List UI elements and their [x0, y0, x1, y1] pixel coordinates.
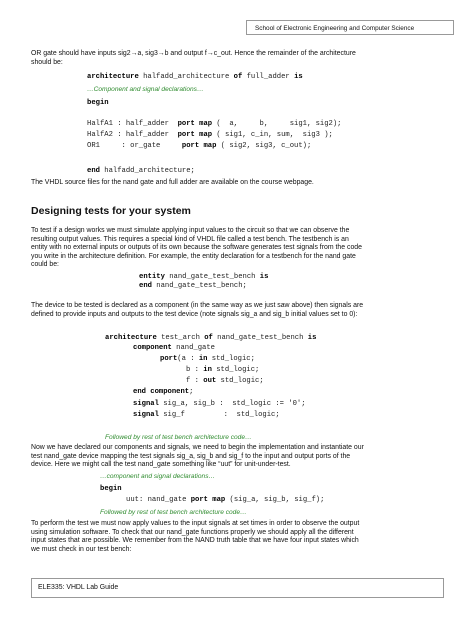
code-test-arch	[105, 334, 316, 343]
code-text: HalfA1 : half_adder	[87, 120, 178, 128]
code-text: b :	[186, 366, 204, 374]
code-end-component	[133, 388, 193, 397]
code-port-f	[186, 377, 264, 386]
paragraph-line: To perform the test we must now apply values to the input signals at set times in order to observe the output	[31, 520, 360, 527]
code-text: HalfA2 : half_adder	[87, 131, 178, 139]
code-text: std_logic;	[211, 366, 260, 374]
code-text: OR1 : or_gate	[87, 142, 182, 150]
keyword: begin	[100, 485, 122, 493]
code-signal-ab	[133, 400, 306, 409]
code-uut	[126, 496, 324, 505]
code-text: nand_gate_test_bench	[212, 334, 308, 342]
keyword: port	[160, 355, 178, 363]
code-text: full_adder	[242, 73, 295, 81]
code-end	[87, 167, 195, 176]
paragraph-line: input states that are possible. We remember from the NAND truth table that we have four input states which	[31, 537, 359, 545]
paragraph-line: we must check in our test bench:	[31, 545, 132, 553]
keyword: begin	[87, 99, 109, 107]
code-halfa2	[87, 131, 333, 140]
paragraph-line: entity with no external inputs or outputs of its own because the software generates test signals from the code	[31, 244, 362, 252]
code-text: halfadd_architecture;	[99, 167, 195, 175]
keyword: of	[204, 334, 213, 342]
paragraph-line: Now we have declared our components and signals, we need to begin the implementation and instantiate our	[31, 444, 364, 451]
paragraph-line: could be:	[31, 261, 59, 269]
code-entity	[139, 273, 268, 282]
code-comment: Followed by rest of test bench architecture code…	[105, 434, 252, 441]
code-signal-f	[133, 411, 280, 420]
page-footer	[31, 578, 444, 598]
header-title: School of Electronic Engineering and Computer Science	[255, 25, 415, 32]
keyword: of	[233, 73, 243, 81]
code-text: sig_a, sig_b : std_logic := '0';	[158, 400, 306, 408]
code-text: std_logic;	[216, 377, 264, 385]
footer-title: ELE335: VHDL Lab Guide	[38, 584, 119, 591]
code-text: ;	[189, 388, 194, 396]
keyword: end	[139, 282, 152, 290]
code-comment: Followed by rest of test bench architecture code…	[100, 509, 247, 516]
keyword: end	[87, 167, 100, 175]
keyword: in	[198, 355, 208, 363]
code-text: ( sig2, sig3, c_out);	[216, 142, 312, 150]
keyword: architecture	[87, 73, 139, 81]
code-begin-uut	[100, 485, 122, 494]
paragraph-line: device. Here we might call the test nand_gate something like “uut” for unit-under-test.	[31, 461, 291, 469]
paragraph-line: test nand_gate device mapping the test signals sig_a, sig_b and sig_f to the input and output ports of the	[31, 452, 351, 460]
keyword: is	[294, 73, 303, 81]
paragraph-line: using simulation software. To check that our nand_gate functions properly we should apply all the different	[31, 528, 354, 536]
keyword: end component	[133, 388, 190, 396]
keyword: entity	[139, 273, 165, 281]
keyword: port map	[181, 142, 217, 150]
code-port-b	[186, 366, 259, 375]
paragraph-line: resulting output values. This requires a special kind of VHDL file called a test bench. The testbench is an	[31, 235, 349, 243]
keyword: architecture	[105, 334, 157, 342]
keyword: out	[203, 377, 217, 385]
code-text: nand_gate	[171, 344, 215, 352]
code-text: halfadd_architecture	[138, 73, 234, 81]
code-architecture-decl	[87, 73, 303, 82]
paragraph-line: To test if a design works we must simulate applying input values to the circuit so that we can observe the	[31, 227, 350, 234]
code-port-a	[160, 355, 255, 364]
code-halfa1	[87, 120, 342, 129]
paragraph-line: defined to provide inputs and outputs to the test device (note signals sig_a and sig_b initial values set to 0):	[31, 310, 358, 318]
keyword: port map	[177, 120, 213, 128]
paragraph-line: OR gate should have inputs sig2→a, sig3→b and output f→c_out. Hence the remainder of the architecture	[31, 50, 356, 57]
paragraph-line: The device to be tested is declared as a component (in the same way as we just saw above) then signals are	[31, 302, 364, 309]
paragraph-test-intro	[31, 227, 444, 270]
code-text: test_arch	[156, 334, 205, 342]
keyword: port map	[177, 131, 213, 139]
code-or1	[87, 142, 311, 151]
code-comment: …Component and signal declarations…	[87, 86, 204, 93]
paragraph-line: should be:	[31, 58, 63, 66]
code-text: sig_f : std_logic;	[158, 411, 280, 419]
keyword: signal	[133, 411, 159, 419]
keyword: signal	[133, 400, 159, 408]
code-entity-end	[139, 282, 247, 291]
code-text: f :	[186, 377, 204, 385]
paragraph-or-gate	[31, 50, 444, 67]
code-component	[133, 344, 215, 353]
keyword: is	[307, 334, 317, 342]
code-text: (sig_a, sig_b, sig_f);	[225, 496, 325, 504]
code-text: ( sig1, c_in, sum, sig3 );	[212, 131, 333, 139]
code-comment: …component and signal declarations…	[100, 473, 216, 480]
paragraph-source-files: The VHDL source files for the nand gate and full adder are available on the course webpage.	[31, 179, 314, 186]
code-text: uut: nand_gate	[126, 496, 191, 504]
code-text: ( a, b, sig1, sig2);	[212, 120, 342, 128]
page-header	[246, 20, 454, 35]
paragraph-device-declared	[31, 302, 444, 319]
keyword: port map	[190, 496, 226, 504]
code-text: nand_gate_test_bench	[164, 273, 260, 281]
keyword: in	[203, 366, 212, 374]
keyword: component	[133, 344, 172, 352]
paragraph-line: you write in the architecture definition. For example, the entity declaration for a testbench for the nand gate	[31, 252, 356, 260]
section-heading: Designing tests for your system	[31, 205, 191, 217]
code-begin	[87, 99, 109, 108]
code-text: std_logic;	[207, 355, 255, 363]
code-text: (a :	[177, 355, 199, 363]
paragraph-perform-test	[31, 520, 444, 554]
paragraph-instantiate	[31, 444, 444, 470]
keyword: is	[259, 273, 269, 281]
code-text: nand_gate_test_bench;	[151, 282, 247, 290]
